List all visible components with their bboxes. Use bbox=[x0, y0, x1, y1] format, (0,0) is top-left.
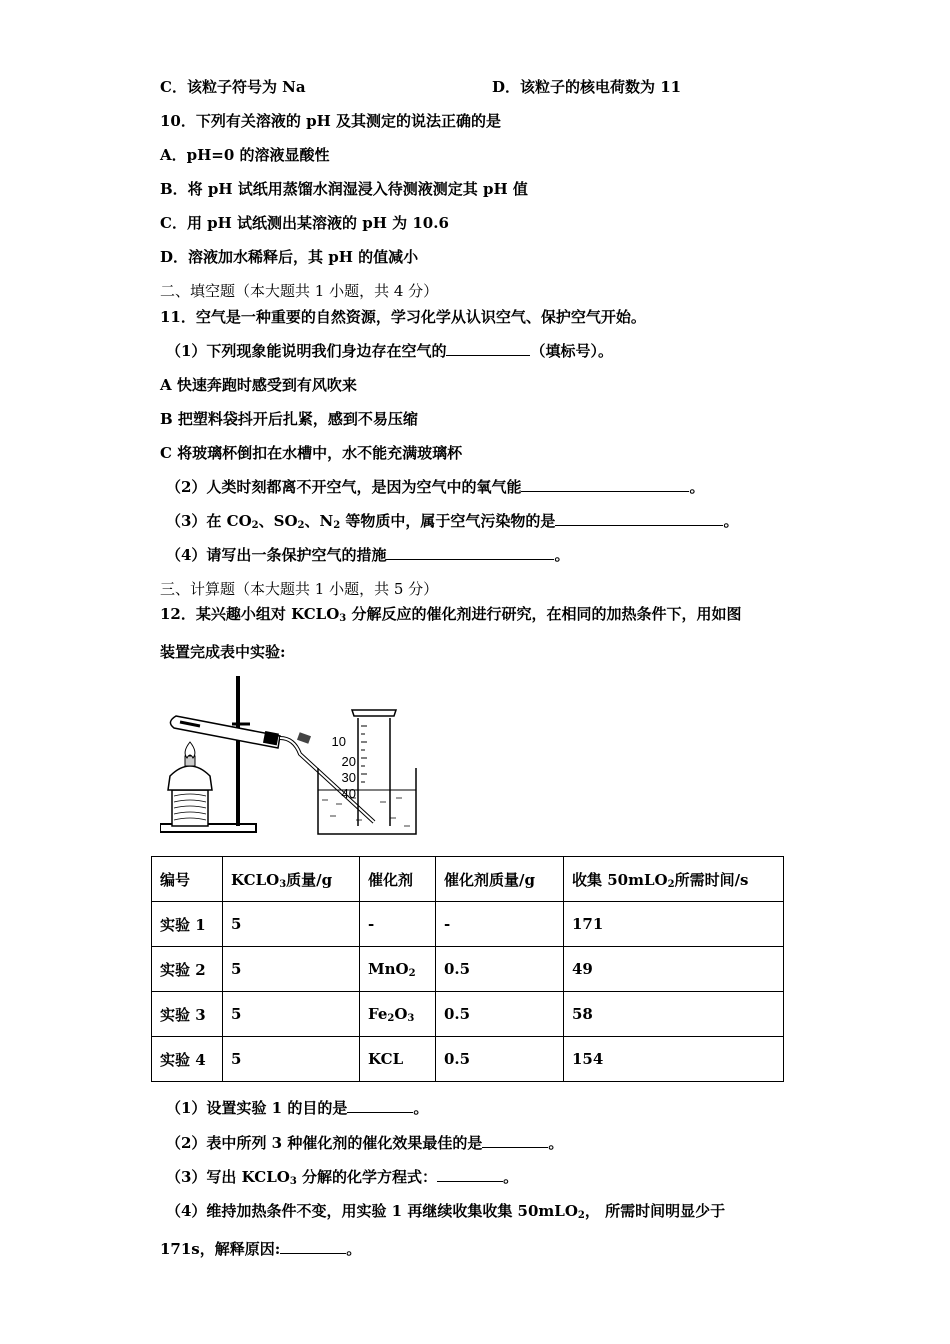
cylinder-tick-label: 10 bbox=[331, 734, 346, 749]
subscript: 3 bbox=[279, 878, 287, 890]
subscript: 2 bbox=[667, 878, 675, 890]
q12-stem-line-1 bbox=[160, 604, 742, 624]
table-header-cell: 编号 bbox=[152, 857, 223, 902]
q12-p4-text-b: ， 所需时间明显少于 bbox=[584, 1202, 726, 1220]
cylinder-tick-label: 30 bbox=[341, 770, 356, 785]
formula-text: MnO bbox=[368, 960, 409, 978]
header-text: 质量/g bbox=[286, 870, 333, 889]
q11-p3-text-d: 等物质中，属于空气污染物的是 bbox=[340, 512, 556, 530]
q11-p3-text-a: （3）在 CO bbox=[166, 512, 252, 530]
answer-blank[interactable] bbox=[482, 1133, 548, 1148]
subscript: 2 bbox=[577, 1210, 585, 1221]
header-text: 所需时间/s bbox=[674, 870, 749, 889]
wooden-block bbox=[172, 790, 208, 826]
q11-p1-text: （1）下列现象能说明我们身边存在空气的 bbox=[166, 342, 447, 360]
subscript: 3 bbox=[289, 1176, 297, 1187]
q11-option-a: A 快速奔跑时感受到有风吹来 bbox=[160, 376, 357, 394]
q11-part-1 bbox=[166, 341, 613, 361]
table-cell: 5 bbox=[223, 902, 360, 947]
table-header-row bbox=[152, 857, 784, 902]
q12-p1-suffix: 。 bbox=[413, 1099, 429, 1117]
table-row bbox=[152, 947, 784, 992]
q11-p2-text: （2）人类时刻都离不开空气，是因为空气中的氧气能 bbox=[166, 478, 522, 496]
graduated-cylinder bbox=[352, 710, 396, 826]
table-cell: - bbox=[360, 902, 436, 947]
q11-stem: 11．空气是一种重要的自然资源，学习化学从认识空气、保护空气开始。 bbox=[160, 308, 646, 326]
experiment-apparatus-figure bbox=[160, 672, 420, 842]
q12-stem-text-b: 分解反应的催化剂进行研究，在相同的加热条件下，用如图 bbox=[346, 605, 742, 623]
q12-part-1 bbox=[166, 1098, 428, 1118]
q12-p3-text-b: 分解的化学方程式： bbox=[296, 1168, 438, 1186]
water-trough bbox=[318, 768, 416, 834]
q12-part-4-continued bbox=[160, 1239, 361, 1259]
q11-part-4 bbox=[166, 545, 569, 565]
table-cell: 5 bbox=[223, 1037, 360, 1082]
q12-p1-text: （1）设置实验 1 的目的是 bbox=[166, 1099, 348, 1117]
q9-option-d: D．该粒子的核电荷数为 11 bbox=[492, 78, 682, 96]
q12-part-4 bbox=[166, 1201, 725, 1221]
answer-blank[interactable] bbox=[521, 477, 689, 492]
answer-blank[interactable] bbox=[347, 1098, 413, 1113]
table-cell: KCL bbox=[360, 1037, 436, 1082]
q11-p3-text-b: 、SO bbox=[258, 512, 298, 530]
q10-option-d: D．溶液加水稀释后，其 pH 的值减小 bbox=[160, 248, 419, 266]
q10-option-a: A．pH=0 的溶液显酸性 bbox=[160, 146, 330, 164]
table-row bbox=[152, 992, 784, 1037]
q12-part-3 bbox=[166, 1167, 518, 1187]
q12-p2-text: （2）表中所列 3 种催化剂的催化效果最佳的是 bbox=[166, 1134, 483, 1152]
subscript: 2 bbox=[297, 520, 305, 531]
table-cell: - bbox=[436, 902, 564, 947]
q12-stem-text-a: 12．某兴趣小组对 KCLO bbox=[160, 605, 340, 623]
q12-part-2 bbox=[166, 1133, 563, 1153]
q11-p2-suffix: 。 bbox=[689, 478, 705, 496]
q11-option-b: B 把塑料袋抖开后扎紧，感到不易压缩 bbox=[160, 410, 418, 428]
answer-blank[interactable] bbox=[555, 511, 723, 526]
cylinder-tick-label: 40 bbox=[341, 786, 356, 801]
table-cell: 实验 4 bbox=[152, 1037, 223, 1082]
table-cell: 58 bbox=[564, 992, 784, 1037]
q11-option-c: C 将玻璃杯倒扣在水槽中，水不能充满玻璃杯 bbox=[160, 444, 463, 462]
q11-part-2 bbox=[166, 477, 704, 497]
q11-p4-suffix: 。 bbox=[554, 546, 570, 564]
q9-option-c: C．该粒子符号为 Na bbox=[160, 78, 306, 96]
table-cell: 0.5 bbox=[436, 992, 564, 1037]
header-text: 收集 50mLO bbox=[572, 870, 668, 889]
q11-p3-suffix: 。 bbox=[723, 512, 739, 530]
table-cell bbox=[360, 992, 436, 1037]
header-text: KCLO bbox=[231, 870, 280, 889]
q11-p3-text-c: 、N bbox=[304, 512, 334, 530]
table-cell: 49 bbox=[564, 947, 784, 992]
table-cell: 0.5 bbox=[436, 947, 564, 992]
q10-option-b: B．将 pH 试纸用蒸馏水润湿浸入待测液测定其 pH 值 bbox=[160, 180, 528, 198]
q12-p3-suffix: 。 bbox=[503, 1168, 519, 1186]
answer-blank[interactable] bbox=[280, 1239, 346, 1254]
q10-option-c: C．用 pH 试纸测出某溶液的 pH 为 10.6 bbox=[160, 214, 449, 232]
table-cell: 实验 3 bbox=[152, 992, 223, 1037]
q12-p3-text-a: （3）写出 KCLO bbox=[166, 1168, 290, 1186]
subscript: 3 bbox=[339, 613, 347, 624]
alcohol-lamp bbox=[168, 742, 212, 790]
answer-blank[interactable] bbox=[446, 341, 530, 356]
subscript: 2 bbox=[333, 520, 341, 531]
section-2-heading: 二、填空题（本大题共 1 小题，共 4 分） bbox=[160, 282, 439, 300]
q12-p4-text-a: （4）维持加热条件不变，用实验 1 再继续收集收集 50mLO bbox=[166, 1202, 578, 1220]
q11-p4-text: （4）请写出一条保护空气的措施 bbox=[166, 546, 387, 564]
table-row bbox=[152, 902, 784, 947]
q10-stem: 10．下列有关溶液的 pH 及其测定的说法正确的是 bbox=[160, 112, 501, 130]
table-header-cell: 催化剂质量/g bbox=[436, 857, 564, 902]
table-cell bbox=[360, 947, 436, 992]
formula-text: Fe bbox=[368, 1005, 388, 1023]
q11-part-3 bbox=[166, 511, 738, 531]
subscript: 2 bbox=[387, 1013, 395, 1024]
q12-p2-suffix: 。 bbox=[548, 1134, 564, 1152]
section-3-heading: 三、计算题（本大题共 1 小题，共 5 分） bbox=[160, 580, 439, 598]
q12-p5-text: 171s，解释原因: bbox=[160, 1240, 281, 1258]
table-cell: 0.5 bbox=[436, 1037, 564, 1082]
table-cell: 5 bbox=[223, 992, 360, 1037]
table-cell: 实验 2 bbox=[152, 947, 223, 992]
table-header-cell: 催化剂 bbox=[360, 857, 436, 902]
q12-p5-suffix: 。 bbox=[346, 1240, 362, 1258]
answer-blank[interactable] bbox=[386, 545, 554, 560]
delivery-tube bbox=[280, 732, 374, 822]
table-row bbox=[152, 1037, 784, 1082]
q12-stem-line-2: 装置完成表中实验: bbox=[160, 643, 286, 661]
table-header-cell bbox=[223, 857, 360, 902]
formula-text: O bbox=[394, 1005, 408, 1023]
table-cell: 实验 1 bbox=[152, 902, 223, 947]
test-tube bbox=[170, 716, 280, 748]
subscript: 2 bbox=[251, 520, 259, 531]
subscript: 2 bbox=[408, 968, 416, 979]
table-cell: 171 bbox=[564, 902, 784, 947]
q11-p1-suffix: （填标号）。 bbox=[530, 342, 613, 360]
table-cell: 154 bbox=[564, 1037, 784, 1082]
answer-blank[interactable] bbox=[437, 1167, 503, 1182]
table-cell: 5 bbox=[223, 947, 360, 992]
experiment-table bbox=[151, 856, 784, 1082]
cylinder-tick-label: 20 bbox=[341, 754, 356, 769]
subscript: 3 bbox=[407, 1013, 415, 1024]
table-header-cell bbox=[564, 857, 784, 902]
